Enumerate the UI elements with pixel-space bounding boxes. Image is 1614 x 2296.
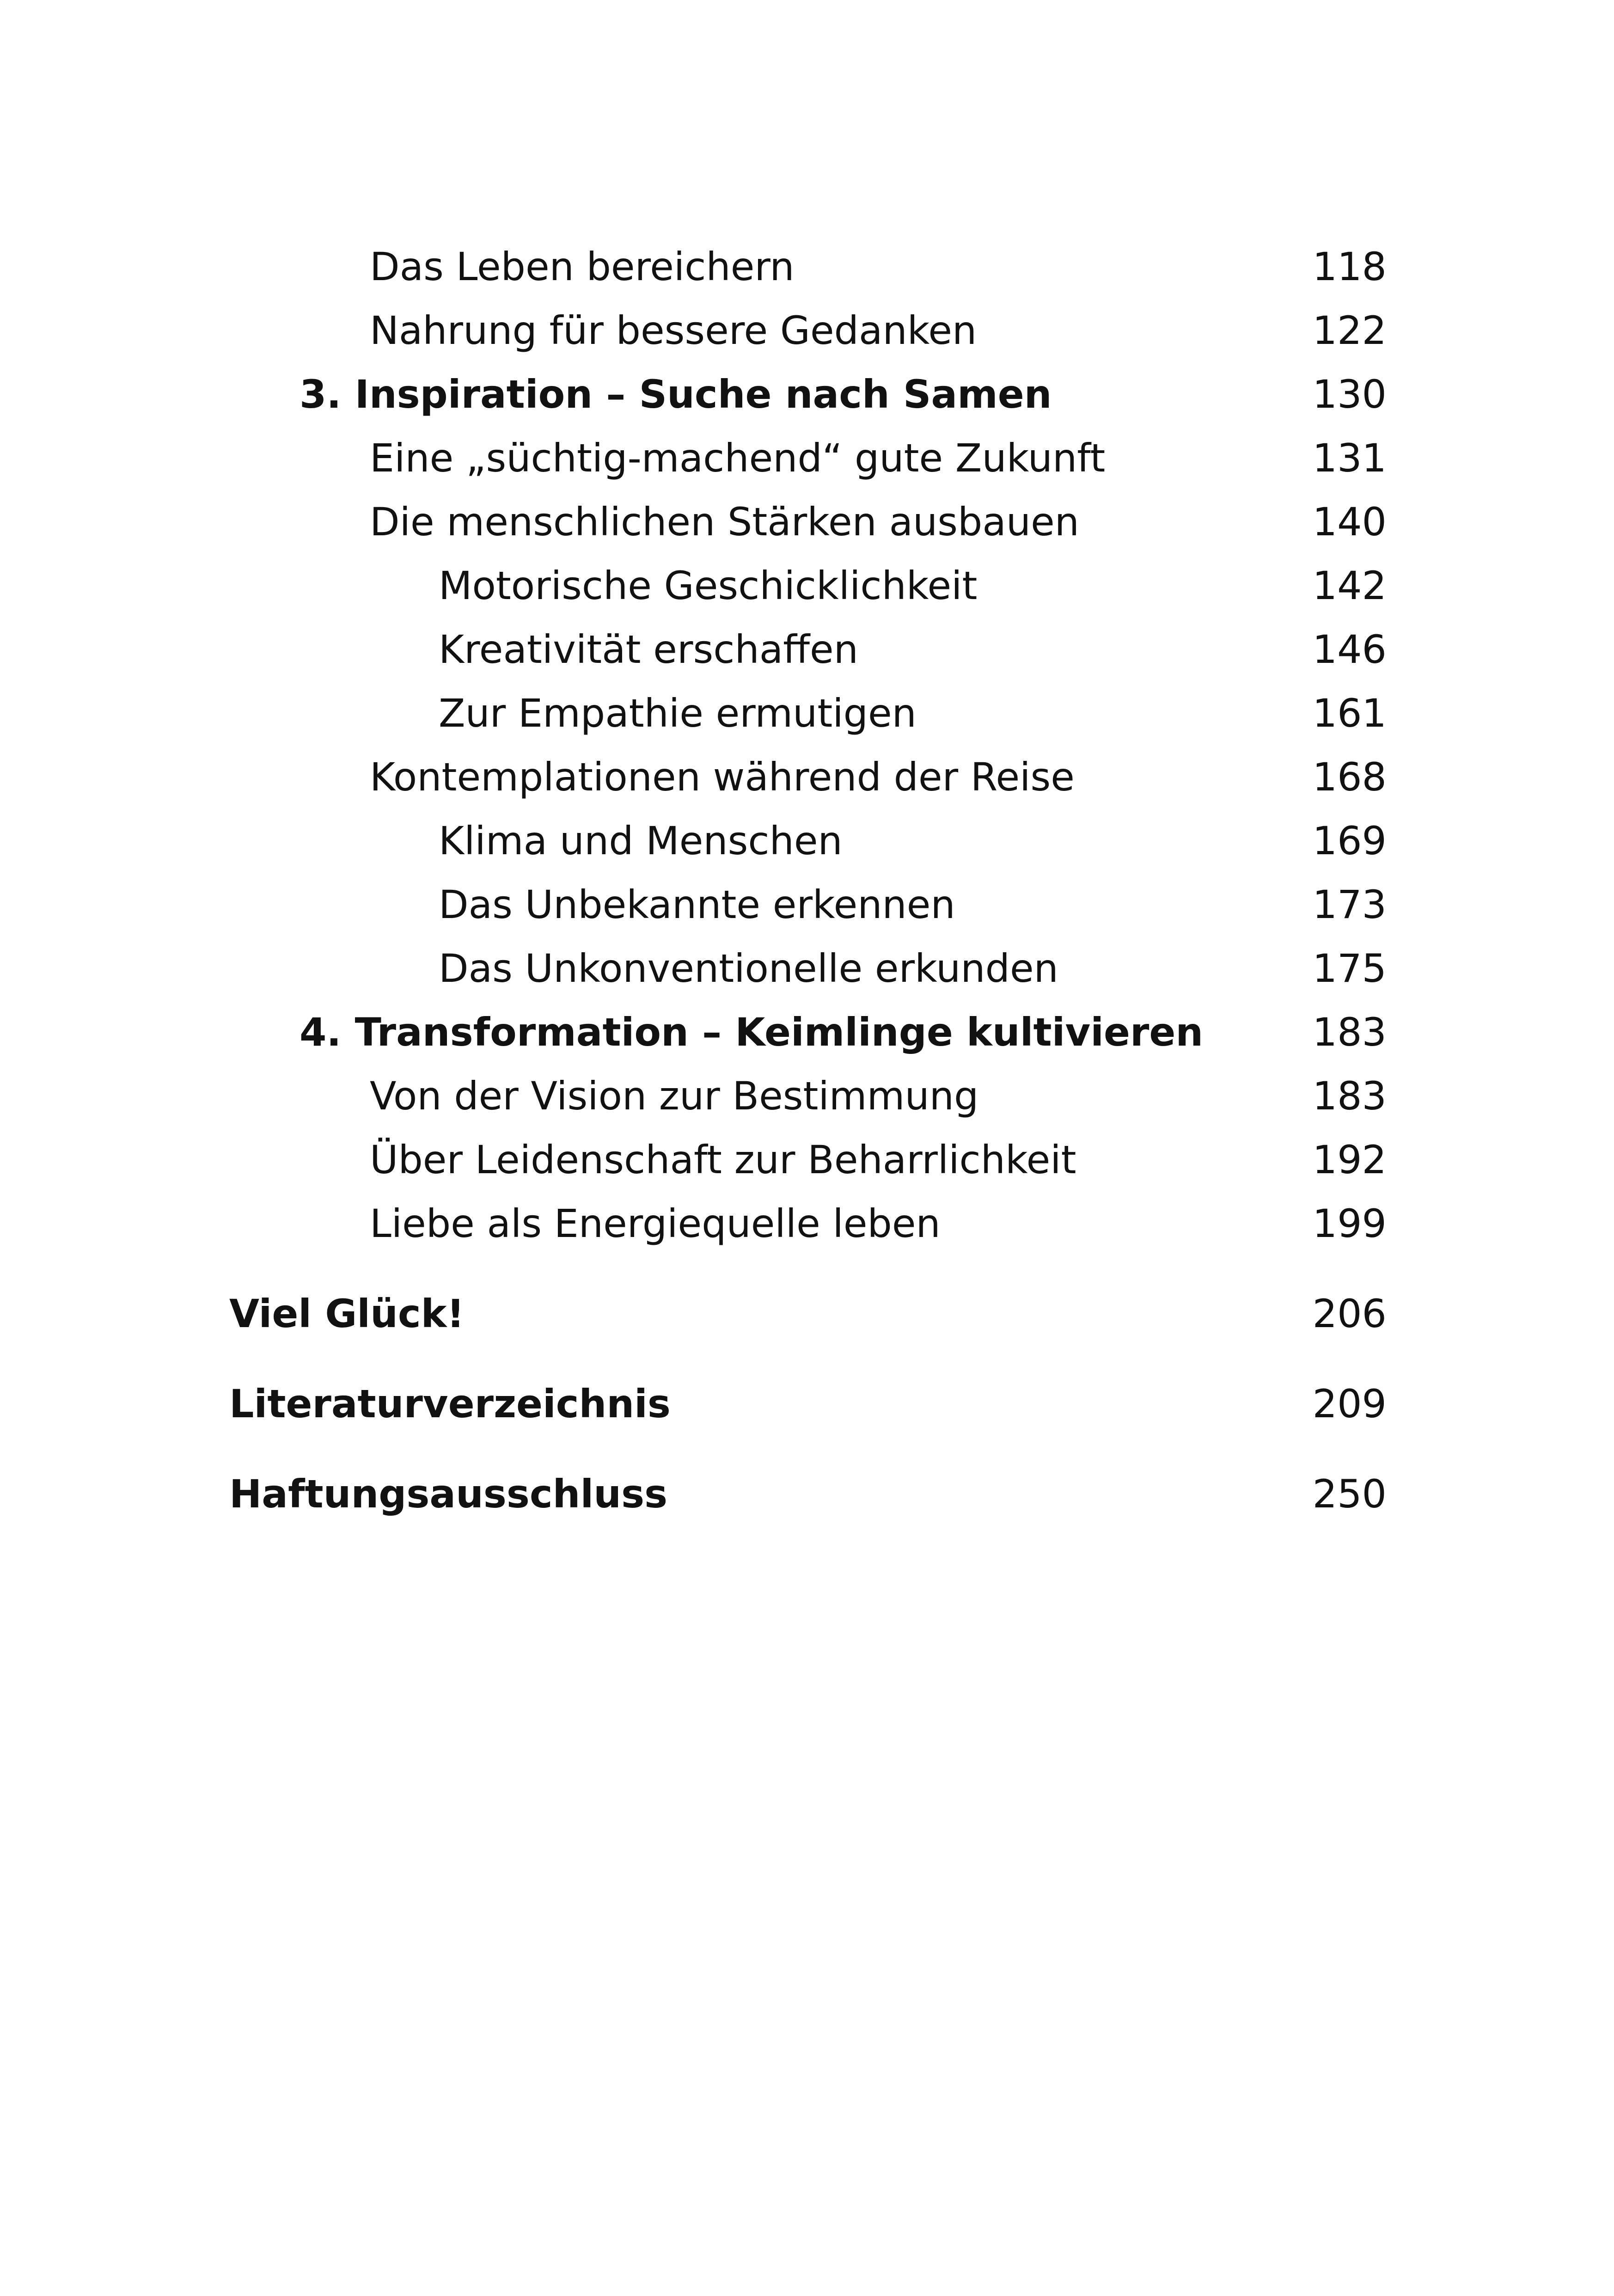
toc-subentry[interactable] (0, 553, 1614, 618)
toc-subentry[interactable] (0, 617, 1614, 682)
toc-entry-title: Nahrung für bessere Gedanken (370, 308, 977, 353)
toc-chapter[interactable] (0, 362, 1614, 427)
toc-subentry-title: Klima und Menschen (439, 818, 843, 863)
toc-entry-page: 168 (1312, 754, 1387, 800)
toc-subentry[interactable] (0, 808, 1614, 873)
toc-entry[interactable] (0, 234, 1614, 299)
toc-subentry-page: 161 (1312, 691, 1387, 736)
toc-subentry[interactable] (0, 681, 1614, 746)
toc-entry[interactable] (0, 490, 1614, 554)
toc-entry-page: 199 (1312, 1201, 1387, 1246)
toc-subentry-title: Das Unbekannte erkennen (439, 882, 955, 927)
toc-subentry-page: 169 (1312, 818, 1387, 863)
toc-entry-title: Die menschlichen Stärken ausbauen (370, 499, 1080, 545)
toc-section-page: 209 (1312, 1381, 1387, 1427)
toc-section-page: 250 (1312, 1471, 1387, 1517)
toc-entry-title: Über Leidenschaft zur Beharrlichkeit (370, 1137, 1076, 1182)
toc-entry[interactable] (0, 1127, 1614, 1192)
toc-entry-title: Kontemplationen während der Reise (370, 754, 1075, 800)
toc-entry[interactable] (0, 1191, 1614, 1256)
toc-section[interactable] (0, 1462, 1614, 1526)
toc-entry-page: 122 (1312, 308, 1387, 353)
toc-subentry[interactable] (0, 872, 1614, 937)
toc-section-title: Viel Glück! (229, 1291, 465, 1336)
toc-entry-title: Liebe als Energiequelle leben (370, 1201, 941, 1246)
toc-chapter-page: 130 (1312, 372, 1387, 417)
toc-subentry-page: 142 (1312, 563, 1387, 608)
toc-subentry-page: 173 (1312, 882, 1387, 927)
toc-entry[interactable] (0, 298, 1614, 363)
toc-entry-page: 118 (1312, 244, 1387, 289)
toc-entry-title: Eine „süchtig-machend“ gute Zukunft (370, 435, 1106, 481)
toc-subentry-title: Kreativität erschaffen (439, 627, 858, 672)
toc-chapter[interactable] (0, 1000, 1614, 1065)
toc-entry[interactable] (0, 745, 1614, 809)
toc-entry[interactable] (0, 426, 1614, 490)
toc-entry-page: 131 (1312, 435, 1387, 481)
toc-section-title: Literaturverzeichnis (229, 1381, 671, 1427)
toc-subentry[interactable] (0, 936, 1614, 1001)
toc-section-title: Haftungsausschluss (229, 1471, 668, 1517)
toc-subentry-page: 146 (1312, 627, 1387, 672)
toc-subentry-title: Motorische Geschicklichkeit (439, 563, 978, 608)
toc-entry-page: 192 (1312, 1137, 1387, 1182)
toc-section[interactable] (0, 1371, 1614, 1436)
toc-entry-page: 140 (1312, 499, 1387, 545)
toc-chapter-page: 183 (1312, 1010, 1387, 1055)
toc-chapter-title: 3. Inspiration – Suche nach Samen (300, 372, 1052, 417)
toc-entry-title: Von der Vision zur Bestimmung (370, 1073, 979, 1119)
toc-entry-page: 183 (1312, 1073, 1387, 1119)
toc-chapter-title: 4. Transformation – Keimlinge kultivieren (300, 1010, 1204, 1055)
toc-section-page: 206 (1312, 1291, 1387, 1336)
toc-subentry-title: Das Unkonventionelle erkunden (439, 946, 1058, 991)
toc-entry[interactable] (0, 1064, 1614, 1128)
toc-section[interactable] (0, 1281, 1614, 1346)
toc-subentry-page: 175 (1312, 946, 1387, 991)
toc-subentry-title: Zur Empathie ermutigen (439, 691, 917, 736)
toc-entry-title: Das Leben bereichern (370, 244, 795, 289)
